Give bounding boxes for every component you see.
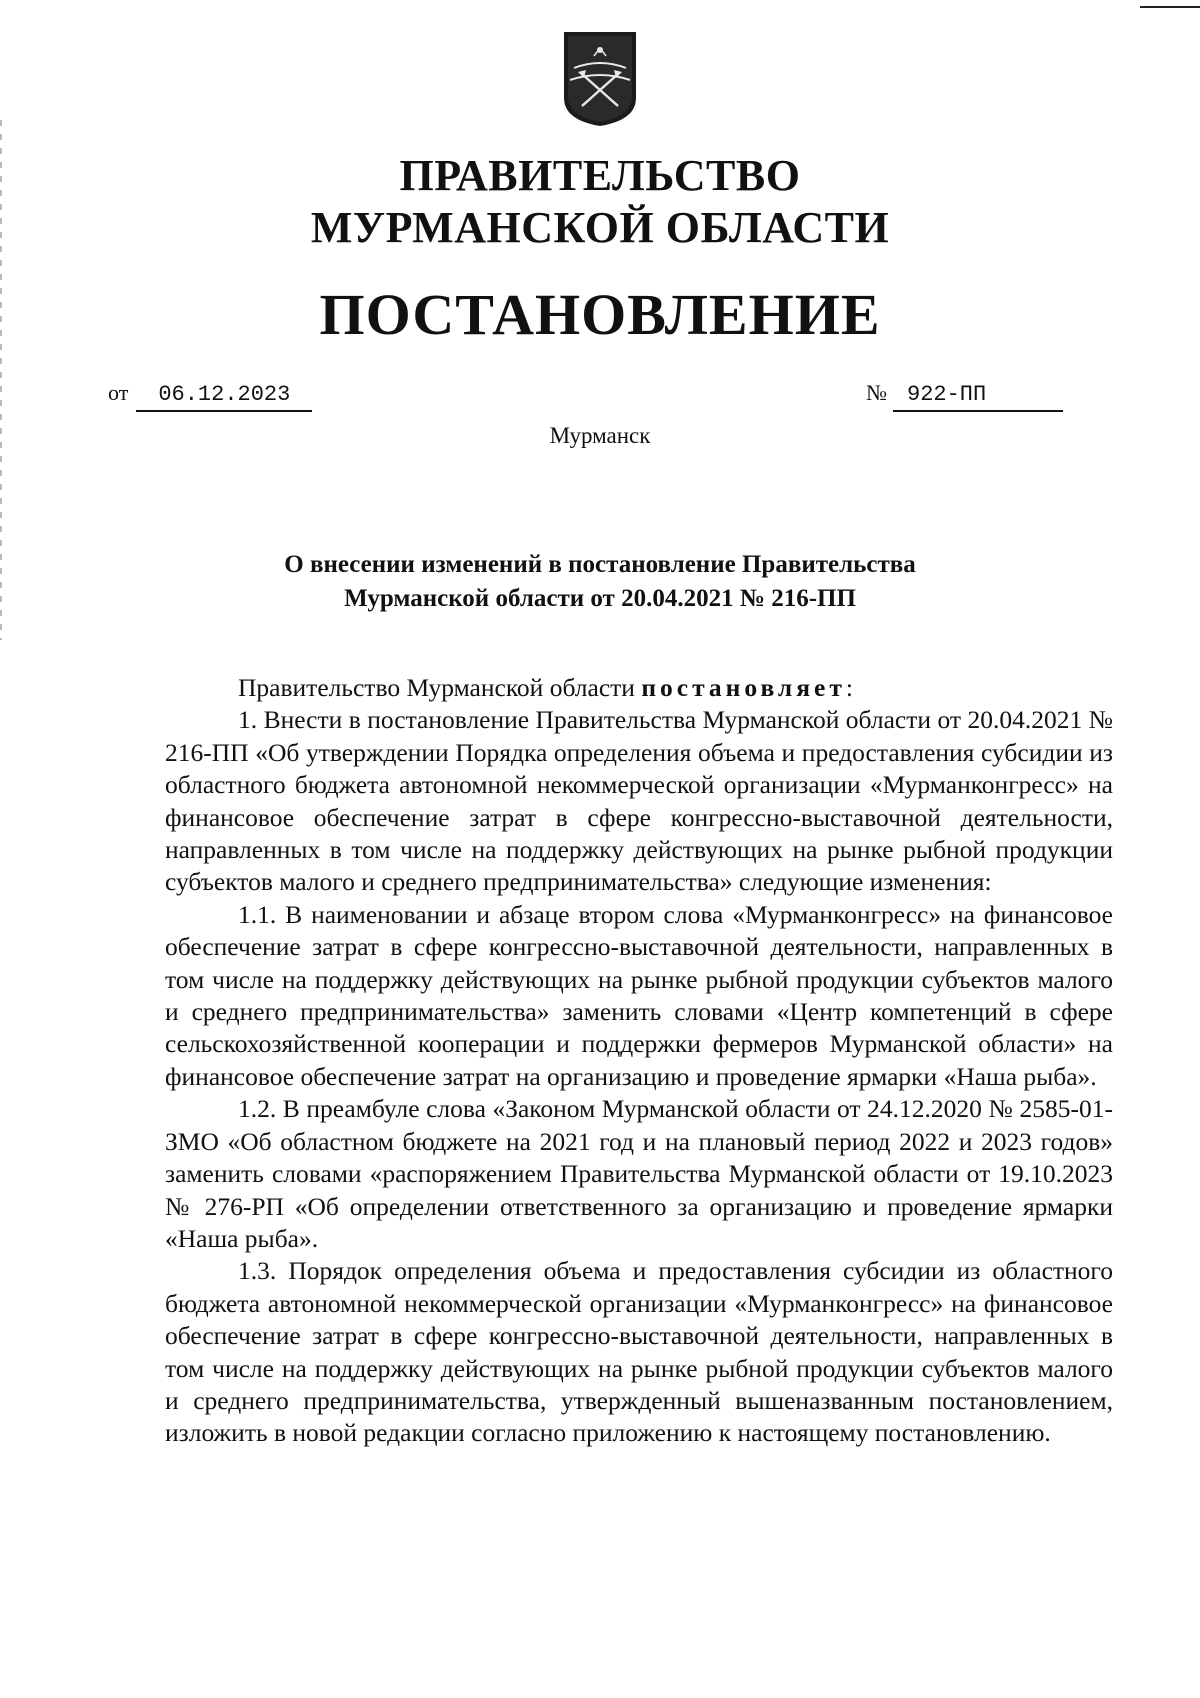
paragraph-1: 1. Внести в постановление Правительства Мурманской области от 20.04.2021 № 216-ПП «Об утверждении Порядка определения объема и предоставления субсидии из областного бюджета автономной некоммерческой организации «Мурманконгресс» на финансовое обеспечение затрат в сфере конгрессно-выставочной деятельности, направленных в том числе на поддержку действующих на рынке рыбной продукции субъектов малого и среднего предпринимательства» следующие изменения: xyxy=(165,705,1113,897)
coat-of-arms-icon xyxy=(560,28,640,128)
document-type-title: ПОСТАНОВЛЕНИЕ xyxy=(319,282,881,347)
number-value: 922-ПП xyxy=(893,380,1063,412)
date-value: 06.12.2023 xyxy=(136,380,312,412)
paragraph-1-3: 1.3. Порядок определения объема и предоставления субсидии из областного бюджета автономной некоммерческой организации «Мурманконгресс» на финансовое обеспечение затрат в сфере конгрессно-выставочной деятельности, направленных в том числе на поддержку действующих на рынке рыбной продукции субъектов малого и среднего предпринимательства, утвержденный вышеназванным постановлением, изложить в новой редакции согласно приложению к настоящему постановлению. xyxy=(165,1256,1113,1448)
subject-line2: Мурманской области от 20.04.2021 № 216-ПП xyxy=(344,585,856,612)
body-intro xyxy=(165,672,1113,704)
government-title-line2: МУРМАНСКОЙ ОБЛАСТИ xyxy=(310,203,890,252)
paragraph-1-1: 1.1. В наименовании и абзаце втором слова «Мурманконгресс» на финансовое обеспечение затрат в сфере конгрессно-выставочной деятельности, направленных в том числе на поддержку действующих на рынке рыбной продукции субъектов малого и среднего предпринимательства» заменить словами «Центр компетенций в сфере сельскохозяйственной кооперации и поддержки фермеров Мурманской области» на финансовое обеспечение затрат на организацию и проведение ярмарки «Наша рыба». xyxy=(165,899,1113,1091)
intro-text: Правительство Мурманской области xyxy=(238,673,642,702)
number-prefix: № xyxy=(866,380,887,405)
government-title-line1: ПРАВИТЕЛЬСТВО xyxy=(399,151,801,200)
document-subject xyxy=(0,548,1200,616)
document-number xyxy=(866,378,1063,412)
intro-colon: : xyxy=(845,673,853,702)
intro-decree-word: постановляет xyxy=(641,673,846,702)
document-body xyxy=(165,672,1113,1450)
document-city xyxy=(0,423,1200,449)
document-date xyxy=(108,378,312,412)
subject-line1: О внесении изменений в постановление Правительства xyxy=(284,551,916,578)
government-title xyxy=(0,150,1200,254)
city-name: Мурманск xyxy=(549,423,651,448)
paragraph-1-2: 1.2. В преамбуле слова «Законом Мурманской области от 24.12.2020 № 2585-01-ЗМО «Об областном бюджете на 2021 год и на плановый период 2022 и 2023 годов» заменить словами «распоряжением Правительства Мурманской области от 19.10.2023 № 276-РП «Об определении ответственного за организацию и проведение ярмарки «Наша рыба». xyxy=(165,1094,1113,1253)
scan-edge-line xyxy=(1140,6,1200,8)
date-prefix: от xyxy=(108,380,129,405)
